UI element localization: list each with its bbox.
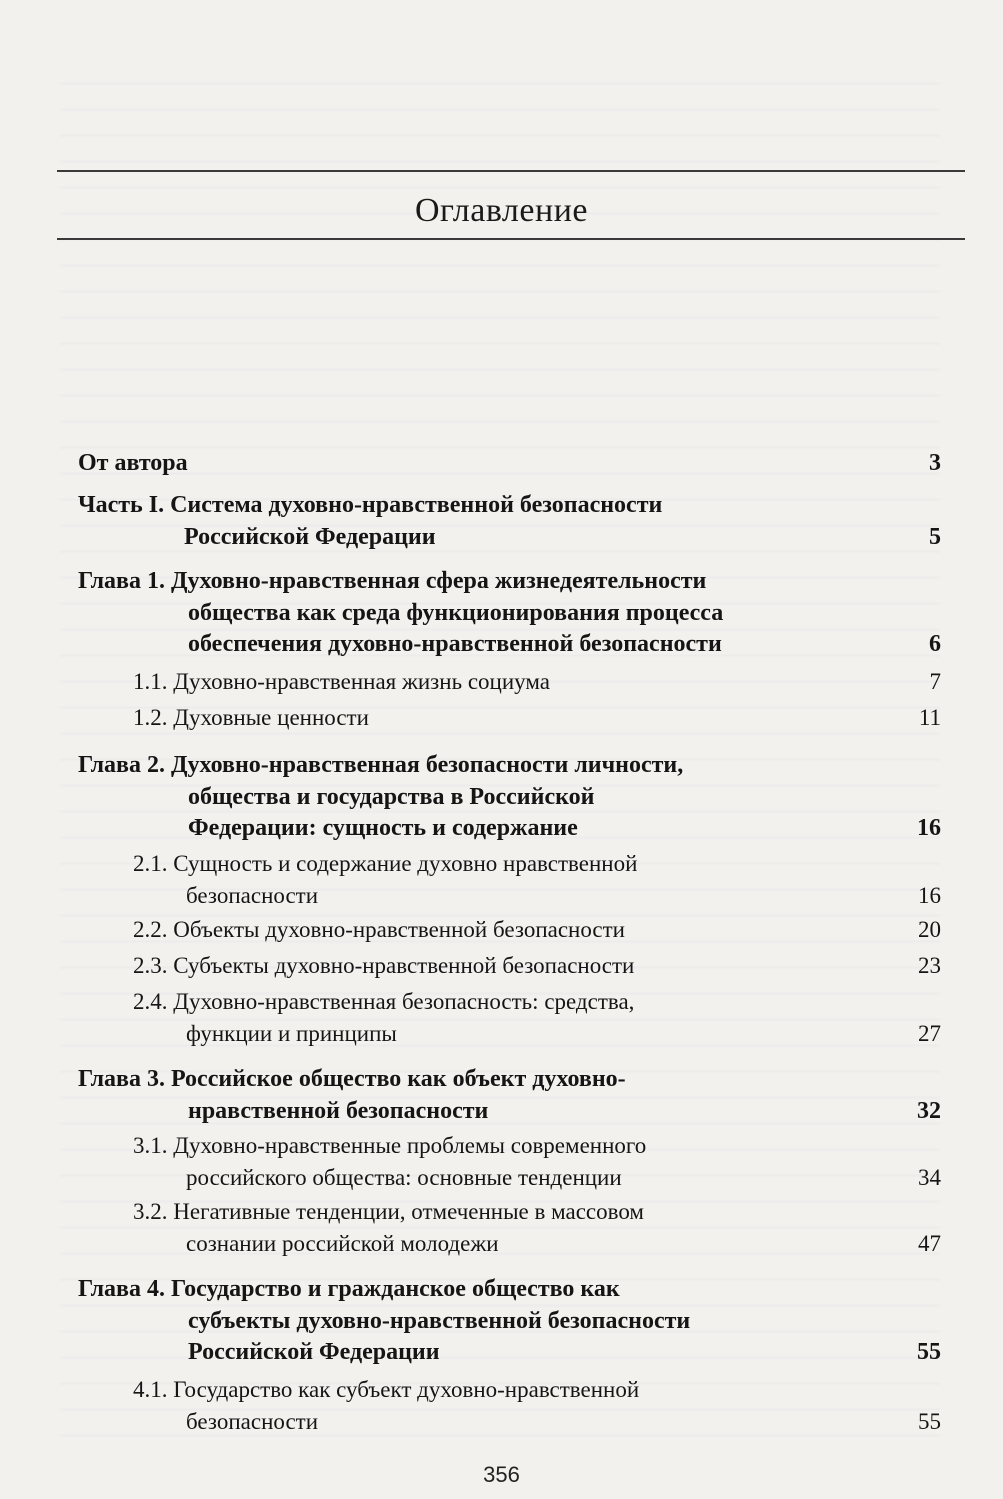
toc-entry-title: Глава 3. Российское общество как объект духовно- xyxy=(78,1066,626,1092)
toc-heading: Оглавление xyxy=(415,192,588,229)
toc-entry-title: 2.3. Субъекты духовно-нравственной безопасности xyxy=(133,953,635,978)
toc-entry-page: 11 xyxy=(918,705,941,730)
toc-entry-title: 1.1. Духовно-нравственная жизнь социума xyxy=(133,669,550,694)
toc-entry-page: 3 xyxy=(929,450,941,476)
toc-entry-title: Глава 1. Духовно-нравственная сфера жизнедеятельности xyxy=(78,568,707,594)
toc-entry-title-cont: Российской Федерации xyxy=(188,1339,440,1365)
toc-entry-title-cont: безопасности xyxy=(186,1408,319,1434)
toc-entry-title: Глава 4. Государство и гражданское общество как xyxy=(78,1276,620,1302)
toc-entry-page: 16 xyxy=(917,815,941,841)
toc-entry-title-cont: Федерации: сущность и содержание xyxy=(188,815,578,841)
toc-entry-page: 27 xyxy=(918,1020,941,1046)
toc-entry-title: 3.2. Негативные тенденции, отмеченные в массовом xyxy=(133,1199,644,1224)
toc-entry-title-cont: общества как среда функционирования процесса xyxy=(188,599,724,626)
toc-entry-title-cont: сознании российской молодежи xyxy=(186,1230,499,1256)
toc-entry-title: Глава 2. Духовно-нравственная безопасности личности, xyxy=(78,752,684,778)
toc-entry-page: 6 xyxy=(929,631,941,657)
toc-entry-title-cont: функции и принципы xyxy=(186,1020,397,1046)
toc-entry-title: От автора xyxy=(78,450,188,476)
toc-entry-title: 2.2. Объекты духовно-нравственной безопасности xyxy=(133,917,625,942)
toc-entry-page: 5 xyxy=(929,523,941,550)
toc-entry-title: 3.1. Духовно-нравственные проблемы современного xyxy=(133,1133,647,1158)
toc-entry-title-cont: общества и государства в Российской xyxy=(188,783,595,810)
toc-entry-title: 4.1. Государство как субъект духовно-нравственной xyxy=(133,1377,640,1402)
toc-entry-page: 55 xyxy=(917,1339,941,1365)
toc-entry-title-cont: субъекты духовно-нравственной безопасности xyxy=(188,1307,691,1334)
toc-entry-title-cont: обеспечения духовно-нравственной безопасности xyxy=(188,631,722,657)
toc-entry-title-cont: российского общества: основные тенденции xyxy=(186,1164,622,1190)
toc-entry-title: Часть I. Система духовно-нравственной безопасности xyxy=(78,492,663,518)
toc-entry-page: 55 xyxy=(918,1408,941,1434)
heading-rule xyxy=(57,238,965,240)
toc-entry-page: 20 xyxy=(918,917,941,942)
toc-entry-page: 7 xyxy=(929,669,941,694)
top-rule xyxy=(57,170,965,172)
toc-entry-title-cont: нравственной безопасности xyxy=(188,1097,489,1124)
toc-entry-page: 23 xyxy=(918,953,941,978)
toc-entry-title: 1.2. Духовные ценности xyxy=(133,705,369,730)
toc-entry-page: 16 xyxy=(918,882,941,908)
page-number: 356 xyxy=(483,1462,520,1487)
toc-entry-page: 47 xyxy=(918,1230,941,1256)
toc-entry-title-cont: безопасности xyxy=(186,882,319,908)
toc-entry-title-cont: Российской Федерации xyxy=(184,523,436,550)
toc-entry-title: 2.1. Сущность и содержание духовно нравственной xyxy=(133,851,638,876)
toc-entry-page: 34 xyxy=(918,1164,941,1190)
toc-entry-title: 2.4. Духовно-нравственная безопасность: средства, xyxy=(133,989,635,1014)
toc-entry-page: 32 xyxy=(917,1097,941,1124)
